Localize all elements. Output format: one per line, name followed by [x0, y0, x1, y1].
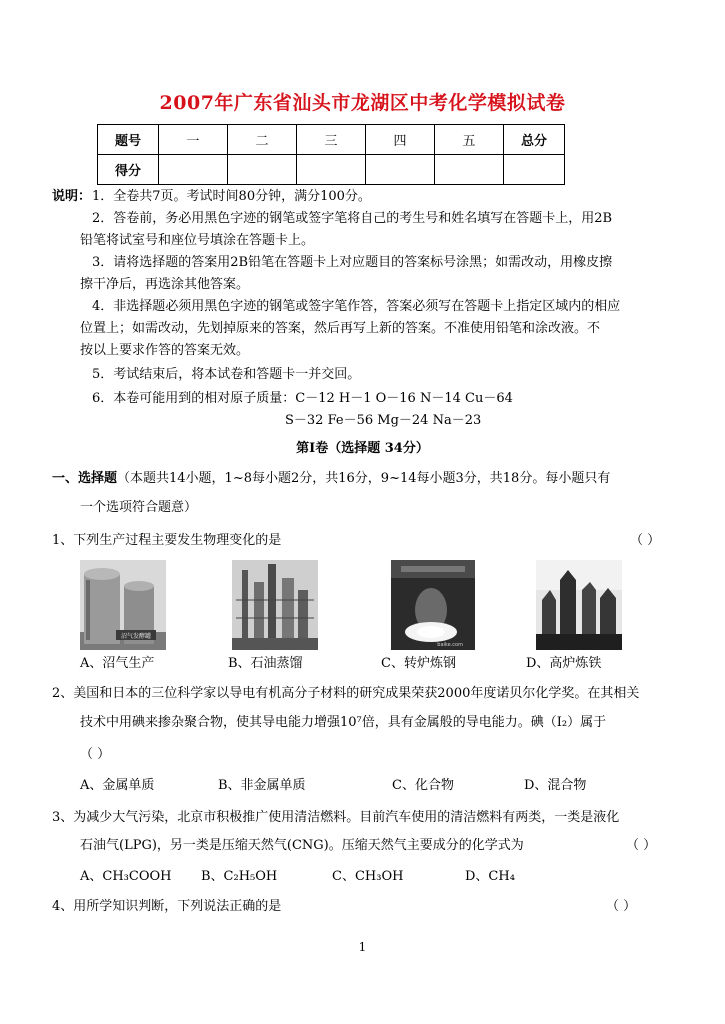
score-input-cell[interactable]: [435, 155, 504, 185]
q2-option-a[interactable]: A、金属单质: [80, 778, 155, 793]
q4-stem: 4、用所学知识判断，下列说法正确的是: [52, 899, 282, 914]
score-row-label: 得分: [98, 155, 159, 185]
q1-option-d[interactable]: D、高炉炼铁: [526, 656, 602, 671]
instruction-line: 擦干净后，再选涂其他答案。: [80, 277, 250, 292]
atomic-mass-line: S－32 Fe－56 Mg－24 Na－23: [285, 413, 482, 428]
part1-heading-line: [52, 469, 610, 489]
section-title: 第Ⅰ卷（选择题 34分）: [296, 441, 429, 456]
photo-distillation-towers: [232, 560, 318, 650]
instruction-line: 4．非选择题必须用黑色字迹的钢笔或签字笔作答，答案必须写在答题卡上指定区域内的相应: [92, 299, 621, 314]
score-header-cell: 总分: [504, 125, 565, 155]
score-header-cell: 三: [297, 125, 366, 155]
q3-option-a[interactable]: A、CH₃COOH: [80, 869, 172, 884]
part1-heading: 一、选择题: [52, 471, 118, 486]
score-header-cell: 题号: [98, 125, 159, 155]
photo-c-caption: baike.com: [437, 642, 463, 648]
q3-option-b[interactable]: B、C₂H₅OH: [201, 869, 278, 884]
score-input-cell[interactable]: [159, 155, 228, 185]
q2-line-1: 2、美国和日本的三位科学家以导电有机高分子材料的研究成果荣获2000年度诺贝尔化学奖。在其相关: [52, 686, 640, 701]
photo-converter-steelmaking: [391, 560, 475, 650]
score-input-cell[interactable]: [297, 155, 366, 185]
instruction-line: 2．答卷前，务必用黑色字迹的钢笔或签字笔将自己的考生号和姓名填写在答题卡上，用2B: [92, 211, 613, 226]
score-input-cell[interactable]: [504, 155, 565, 185]
instructions-label: 说明：: [52, 189, 92, 204]
part1-desc: （本题共14小题，1~8每小题2分，共16分，9~14每小题3分，共18分。每小题只有: [117, 471, 611, 486]
score-input-cell[interactable]: [366, 155, 435, 185]
score-table: [97, 124, 565, 185]
page-number: 1: [358, 940, 367, 954]
q2-option-b[interactable]: B、非金属单质: [218, 778, 306, 793]
q3-line-1: 3、为减少大气污染，北京市积极推广使用清洁燃料。目前汽车使用的清洁燃料有两类，一类是液化: [52, 810, 620, 825]
q1-option-c[interactable]: C、转炉炼钢: [381, 656, 456, 671]
score-table-header-row: [98, 125, 565, 155]
score-header-cell: 二: [228, 125, 297, 155]
q1-answer-bracket[interactable]: （ ）: [630, 533, 661, 548]
instruction-line: 1．全卷共7页。考试时间80分钟，满分100分。: [92, 189, 371, 204]
score-header-cell: 四: [366, 125, 435, 155]
instruction-line: 位置上；如需改动，先划掉原来的答案，然后再写上新的答案。不准使用铅笔和涂改液。不: [80, 321, 601, 336]
photo-a-caption: 沼气发酵罐: [120, 633, 152, 640]
photo-biogas-tanks: [80, 560, 166, 650]
photo-blast-furnace: [536, 560, 622, 650]
instruction-line: 5．考试结束后，将本试卷和答题卡一并交回。: [92, 367, 361, 382]
instruction-line: 铅笔将试室号和座位号填涂在答题卡上。: [80, 233, 315, 248]
score-input-cell[interactable]: [228, 155, 297, 185]
q1-option-a[interactable]: A、沼气生产: [80, 656, 155, 671]
instruction-line: 3．请将选择题的答案用2B铅笔在答题卡上对应题目的答案标号涂黑；如需改动，用橡皮擦: [92, 255, 613, 270]
q1-stem: 1、下列生产过程主要发生物理变化的是: [52, 533, 282, 548]
q1-option-b[interactable]: B、石油蒸馏: [228, 656, 303, 671]
q3-option-d[interactable]: D、CH₄: [465, 869, 515, 884]
q3-answer-bracket[interactable]: （ ）: [626, 838, 657, 853]
q2-option-c[interactable]: C、化合物: [392, 778, 454, 793]
part1-desc-2: 一个选项符合题意）: [80, 500, 198, 515]
q3-line-2: 石油气(LPG)，另一类是压缩天然气(CNG)。压缩天然气主要成分的化学式为: [80, 838, 524, 853]
q3-option-c[interactable]: C、CH₃OH: [332, 869, 404, 884]
score-header-cell: 五: [435, 125, 504, 155]
q2-line-2: 技术中用碘来掺杂聚合物，使其导电能力增强10⁷倍，具有金属般的导电能力。碘（I₂）属于: [80, 715, 607, 730]
score-table-score-row: [98, 155, 565, 185]
q4-answer-bracket[interactable]: （ ）: [606, 899, 637, 914]
exam-title: 2007年广东省汕头市龙湖区中考化学模拟试卷: [159, 92, 566, 114]
q2-option-d[interactable]: D、混合物: [524, 778, 587, 793]
instruction-line: 按以上要求作答的答案无效。: [80, 343, 250, 358]
atomic-mass-line: 6．本卷可能用到的相对原子质量：C－12 H－1 O－16 N－14 Cu－64: [92, 391, 513, 406]
q2-answer-bracket[interactable]: （ ）: [80, 747, 111, 762]
score-header-cell: 一: [159, 125, 228, 155]
